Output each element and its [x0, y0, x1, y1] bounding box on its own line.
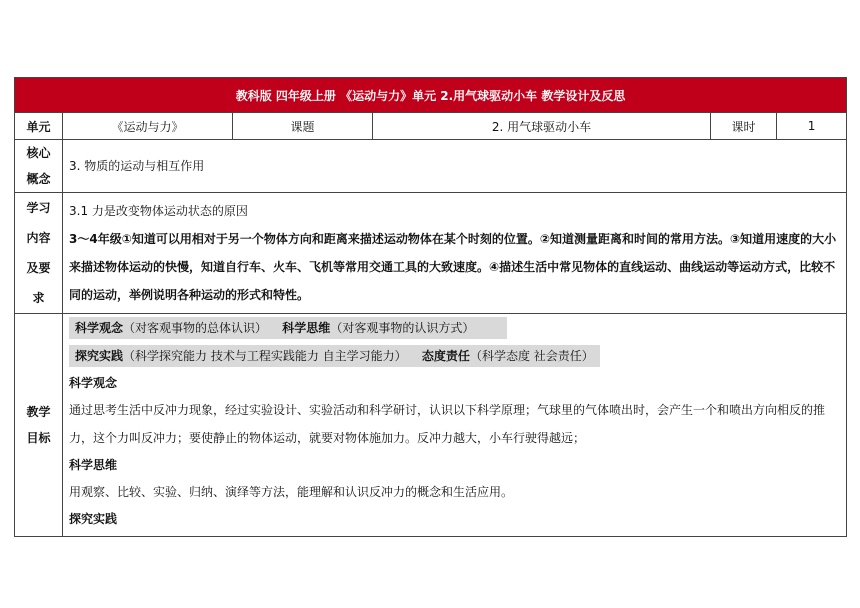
literacy-band-1: [69, 317, 507, 339]
band-title: 探究实践: [75, 349, 124, 363]
band-title: 科学思维: [282, 321, 331, 335]
content-heading: 3.1 力是改变物体运动状态的原因: [69, 204, 248, 218]
objectives-row: [15, 314, 847, 537]
content-label-line: 及要: [26, 261, 51, 275]
core-concept-row: [15, 140, 847, 193]
band-note: （科学态度 社会责任）: [469, 349, 594, 363]
objective-text: 通过思考生活中反冲力现象，经过实验设计、实验活动和科学研讨，认识以下科学原理；气球里的气体喷出时，会产生一个和喷出方向相反的推力，这个力叫反冲力；要使静止的物体运动，就要对物体施加力。反冲力越大，小车行驶得越远；: [69, 403, 826, 445]
objectives-value: [63, 314, 847, 537]
band-title: 科学观念: [75, 321, 124, 335]
objectives-label-line: 目标: [26, 431, 51, 445]
hours-value: 1: [777, 113, 847, 140]
band-note: （对客观事物的认识方式）: [330, 321, 475, 335]
learning-content-value: [63, 193, 847, 314]
unit-value: 《运动与力》: [63, 113, 233, 140]
lesson-value: 2. 用气球驱动小车: [373, 113, 711, 140]
objective-subheading: 科学观念: [69, 376, 118, 390]
objective-subheading: 科学思维: [69, 458, 118, 472]
title-row: [15, 78, 847, 113]
objectives-label-line: 教学: [26, 405, 51, 419]
learning-content-label: [15, 193, 63, 314]
document-title: 教科版 四年级上册 《运动与力》单元 2.用气球驱动小车 教学设计及反思: [15, 78, 847, 113]
literacy-band-2: [69, 345, 600, 367]
core-label-line: 核心: [26, 146, 51, 160]
objective-text: 用观察、比较、实验、归纳、演绎等方法，能理解和认识反冲力的概念和生活应用。: [69, 485, 514, 499]
learning-content-row: [15, 193, 847, 314]
core-concept-value: 3. 物质的运动与相互作用: [63, 140, 847, 193]
core-concept-label: [15, 140, 63, 193]
core-label-line: 概念: [26, 172, 51, 186]
lesson-label: 课题: [233, 113, 373, 140]
objectives-label: [15, 314, 63, 537]
header-row: [15, 113, 847, 140]
content-label-line: 内容: [26, 231, 51, 245]
objective-subheading: 探究实践: [69, 512, 118, 526]
content-label-line: 学习: [26, 201, 51, 215]
band-note: （对客观事物的总体认识）: [123, 321, 268, 335]
unit-label: 单元: [15, 113, 63, 140]
band-title: 态度责任: [421, 349, 470, 363]
band-note: （科学探究能力 技术与工程实践能力 自主学习能力）: [123, 349, 407, 363]
content-label-line: 求: [32, 291, 45, 305]
hours-label: 课时: [711, 113, 777, 140]
content-body: 3～4年级①知道可以用相对于另一个物体方向和距离来描述运动物体在某个时刻的位置。②知道测量距离和时间的常用方法。③知道用速度的大小来描述物体运动的快慢，知道自行车、火车、飞机等常用交通工具的大致速度。④描述生活中常见物体的直线运动、曲线运动等运动方式，比较不同的运动，举例说明各种运动的形式和特性。: [69, 232, 837, 302]
lesson-plan-table: [14, 77, 847, 537]
